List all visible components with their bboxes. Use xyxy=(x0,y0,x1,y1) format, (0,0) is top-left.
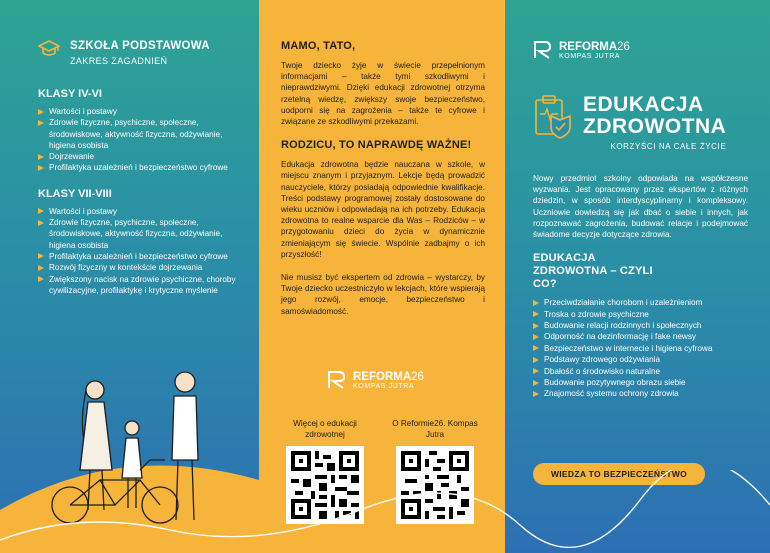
clipboard-health-icon xyxy=(533,94,573,151)
list-item: Znajomość systemu ochrony zdrowia xyxy=(533,388,748,399)
qr-codes xyxy=(281,418,479,524)
list-item: Zwiększony nacisk na zdrowie psychiczne, choroby cywilizacyjne, profilaktykę i krytyczne myślenie xyxy=(38,274,237,297)
list-item: Zdrowie fizyczne, psychiczne, społeczne, środowiskowe, aktywność fizyczna, odżywianie, higiena osobista xyxy=(38,217,237,251)
reforma-name: REFORMA xyxy=(559,40,618,53)
qr-code-icon[interactable] xyxy=(396,446,474,524)
school-subtitle: ZAKRES ZAGADNIEŃ xyxy=(70,56,168,66)
school-header xyxy=(38,40,237,66)
what-is-heading: EDUKACJA ZDROWOTNA – CZYLI CO? xyxy=(533,252,653,291)
list-item: Troska o zdrowie psychiczne xyxy=(533,309,748,320)
benefits-list xyxy=(533,297,748,400)
list-item: Wartości i postawy xyxy=(38,106,237,117)
list-item: Podstawy zdrowego odżywiania xyxy=(533,354,748,365)
graduation-cap-icon xyxy=(38,40,60,58)
list-item: Profilaktyka uzależnień i bezpieczeństwo cyfrowe xyxy=(38,251,237,262)
classes-4-6-list xyxy=(38,106,237,174)
classes-4-6-heading: KLASY IV-VI xyxy=(38,88,102,100)
family-illustration xyxy=(0,360,259,553)
list-item: Przeciwdziałanie chorobom i uzależnieniom xyxy=(533,297,748,308)
school-title: SZKOŁA PODSTAWOWA xyxy=(70,40,210,52)
list-item: Bezpieczeństwo w internecie i higiena cyfrowa xyxy=(533,343,748,354)
reforma-logo xyxy=(327,370,424,390)
no-expert-paragraph: Nie musisz być ekspertem od zdrowia – wystarczy, by Twoje dziecko uczestniczyło w lekcjach, które wspierają jego rozwój, emocje, bezpieczeństwo i samoświadomość. xyxy=(281,273,485,316)
reforma-tagline: KOMPAS JUTRA xyxy=(559,52,621,60)
safety-knowledge-button[interactable]: WIEDZA TO BEZPIECZEŃSTWO xyxy=(533,463,705,485)
qr-health-education[interactable] xyxy=(281,418,369,524)
reforma-number: 26 xyxy=(411,370,424,383)
title-line-1: EDUKACJA xyxy=(583,93,704,116)
parents-heading: MAMO, TATO, xyxy=(281,40,356,52)
list-item: Zdrowie fizyczne, psychiczne, społeczne, środowiskowe, aktywność fizyczna, odżywianie, higiena osobista xyxy=(38,117,237,151)
title-line-2: ZDROWOTNA xyxy=(583,115,727,138)
important-paragraph: Edukacja zdrowotna będzie nauczana w szkole, w miejscu znanym i przyjaznym. Lekcje będą prowadzić nauczyciele, którzy posiadają odpowiednie kwalifikacje. Treści podstawy programowej zostały dostosowane do wieku uczniów i odpowiadają na ich potrzeby. Edukacja zdrowotna to realne wsparcie dla Was – Rodziców – w przygotowaniu dzieci do życia w dynamicznie zmieniającym się świecie. Wspólnie zadbajmy o ich przyszłość! xyxy=(281,160,485,259)
reforma-name: REFORMA xyxy=(353,370,412,383)
reforma-tagline: KOMPAS JUTRA xyxy=(353,382,415,390)
list-item: Dojrzewanie xyxy=(38,151,237,162)
reforma-logo-icon xyxy=(327,370,347,390)
intro-paragraph: Nowy przedmiot szkolny odpowiada na współczesne wyzwania. Jest opracowany przez ekspertów z różnych dziedzin, w sposób interdyscyplinarny i kompleksowy. Uczniowie dowiedzą się jak dbać o siebie i innych, jak rozpoznawać zagrożenia, budować relacje i podejmować świadome decyzje dotyczące zdrowia. xyxy=(533,174,748,240)
classes-7-8-heading: KLASY VII-VIII xyxy=(38,187,112,200)
list-item: Rozwój fizyczny w kontekście dojrzewania xyxy=(38,262,237,273)
reforma-logo xyxy=(533,40,748,60)
list-item: Budowanie pozytywnego obrazu siebie xyxy=(533,377,748,388)
classes-7-8-list xyxy=(38,206,237,296)
panel-left xyxy=(0,0,259,553)
list-item: Budowanie relacji rodzinnych i społecznych xyxy=(533,320,748,331)
panel-middle xyxy=(259,0,505,553)
list-item: Odporność na dezinformację i fake newsy xyxy=(533,331,748,342)
important-heading: RODZICU, TO NAPRAWDĘ WAŻNE! xyxy=(281,139,472,152)
list-item: Dbałość o środowisko naturalne xyxy=(533,366,748,377)
title-subtitle: KORZYŚCI NA CAŁE ŻYCIE xyxy=(610,142,727,151)
list-item: Wartości i postawy xyxy=(38,206,237,217)
qr-caption: O Reformie26. Kompas Jutra xyxy=(392,419,478,439)
list-item: Profilaktyka uzależnień i bezpieczeństwo cyfrowe xyxy=(38,162,237,173)
qr-code-icon[interactable] xyxy=(286,446,364,524)
reforma-logo-icon xyxy=(533,40,553,60)
reforma-number: 26 xyxy=(617,40,630,53)
qr-reforma[interactable] xyxy=(391,418,479,524)
parents-paragraph: Twoje dziecko żyje w świecie przepełnionym informacjami – także tymi szkodliwymi i nieprawdziwymi. Dzięki edukacji zdrowotnej otrzyma rzetelną wiedzę, zwiększy swoje bezpieczeństwo, uodporni się na zagrożenia – także te cyfrowe i związane ze szkodliwymi przekazami. xyxy=(281,61,485,127)
qr-caption: Więcej o edukacji zdrowotnej xyxy=(293,419,357,439)
edu-title-block xyxy=(533,94,748,151)
